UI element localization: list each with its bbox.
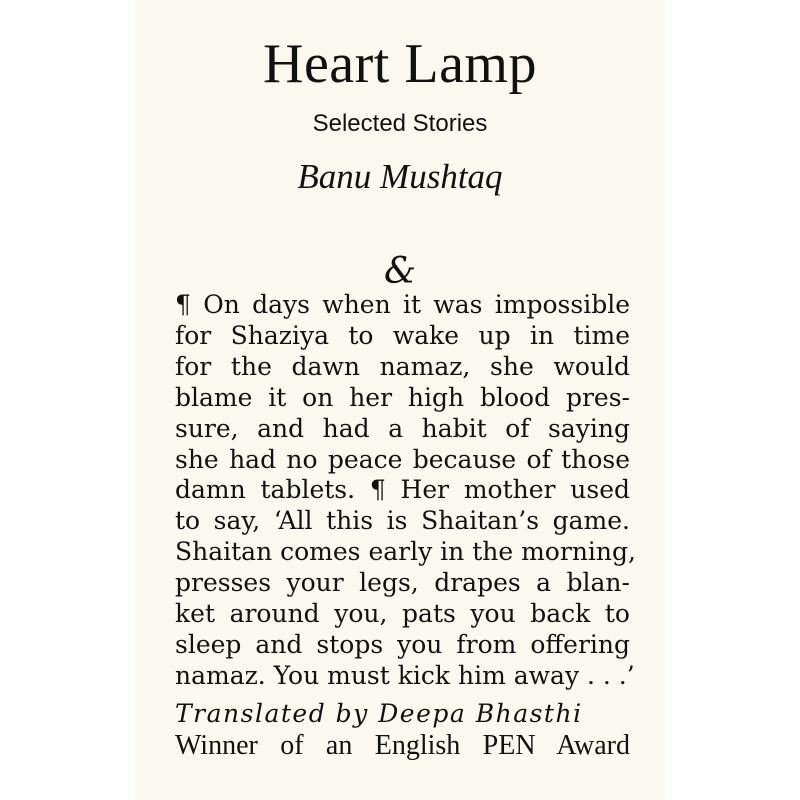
excerpt-line: to say, ‘All this is Shaitan’s game. bbox=[175, 506, 630, 536]
excerpt-line: sleep and stops you from offering bbox=[175, 629, 630, 659]
excerpt-line: ket around you, pats you back to bbox=[175, 599, 630, 629]
excerpt-line: she had no peace because of those bbox=[175, 444, 630, 474]
book-cover bbox=[135, 0, 665, 800]
excerpt-line: for Shaziya to wake up in time bbox=[175, 320, 630, 350]
translator-credit: Translated by Deepa Bhasthi bbox=[175, 699, 583, 728]
excerpt-line: for the dawn namaz, she would bbox=[175, 351, 630, 381]
excerpt-line: sure, and had a habit of saying bbox=[175, 413, 630, 443]
ampersand-ornament: & bbox=[383, 251, 417, 292]
excerpt-line: ¶ On days when it was impossible bbox=[175, 290, 630, 319]
excerpt-text bbox=[175, 290, 636, 692]
excerpt-line: Shaitan comes early in the morning, bbox=[175, 537, 636, 567]
excerpt-line: presses your legs, drapes a blan- bbox=[175, 568, 630, 598]
book-subtitle: Selected Stories bbox=[312, 110, 488, 137]
book-title: Heart Lamp bbox=[263, 33, 537, 95]
author-name: Banu Mushtaq bbox=[297, 157, 503, 196]
award-line: Winner of an English PEN Award bbox=[175, 730, 630, 761]
excerpt-line: blame it on her high blood pres- bbox=[175, 382, 630, 412]
excerpt-line: namaz. You must kick him away . . .’ bbox=[175, 660, 635, 690]
excerpt-line: damn tablets. ¶ Her mother used bbox=[175, 475, 630, 505]
